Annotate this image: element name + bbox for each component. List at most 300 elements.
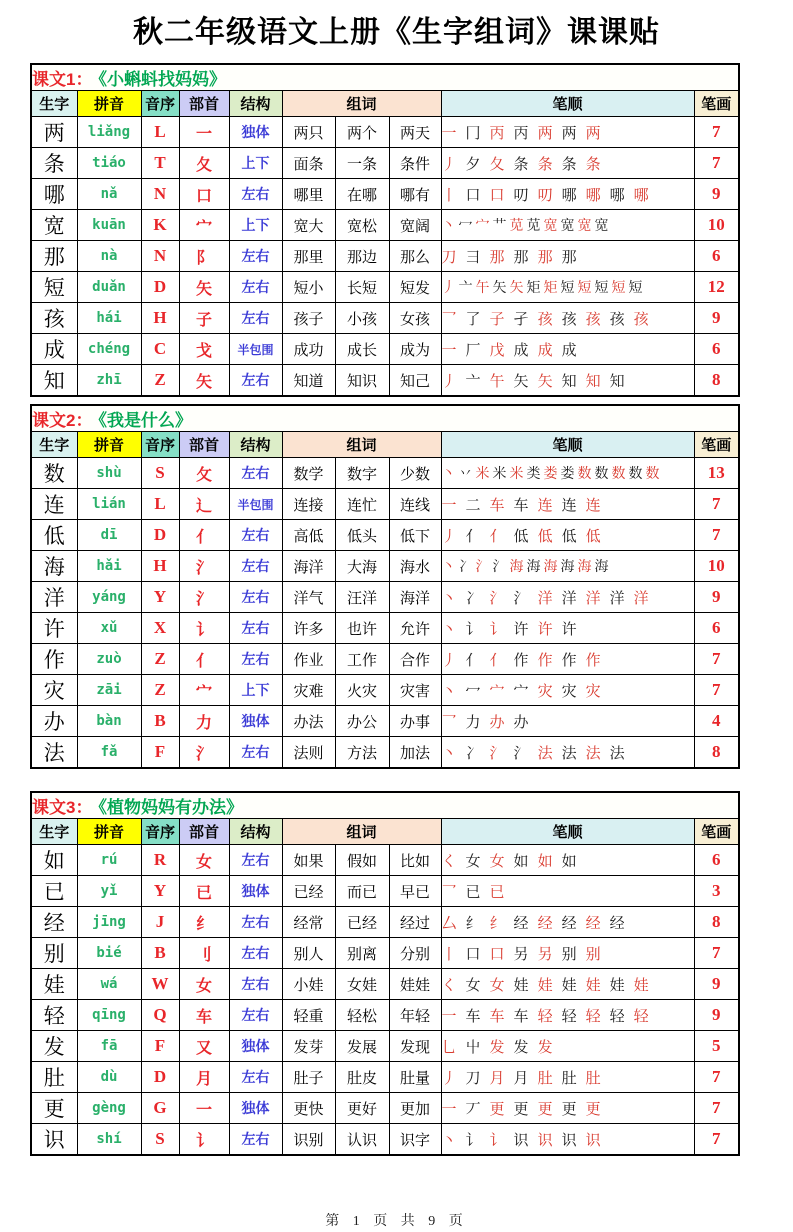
lesson-title-row [31,64,739,91]
stroke-step: 数 [577,466,592,482]
stroke-step: 更 [489,1099,505,1118]
character-cell: 两 [31,117,77,148]
stroke-step: 娃 [513,975,529,994]
column-header-pinyin: 拼音 [77,91,141,117]
stroke-step: 海 [543,559,558,575]
stroke-step: 夂 [489,154,505,173]
stroke-step: 低 [585,526,601,545]
word-cell: 发展 [335,1031,389,1062]
stroke-step: 娃 [537,975,553,994]
word-cell: 方法 [335,737,389,769]
column-header-radical: 部首 [179,432,229,458]
radical-cell: 夂 [179,148,229,179]
stroke-count-cell: 7 [694,117,739,148]
stroke-step: 午 [475,280,490,296]
pinyin-cell: rú [77,845,141,876]
stroke-step: 孩 [537,309,553,328]
word-cell: 连线 [389,489,441,520]
lesson-number-label: 课文1： [32,70,93,89]
stroke-step: 更 [537,1099,553,1118]
stroke-step: 海 [577,559,592,575]
word-cell: 两个 [335,117,389,148]
structure-cell: 上下 [229,675,282,706]
character-cell: 如 [31,845,77,876]
stroke-order-cell [441,272,694,303]
character-cell: 别 [31,938,77,969]
stroke-step: 那 [537,247,553,266]
column-header-char: 生字 [31,91,77,117]
word-cell: 经常 [282,907,335,938]
pinyin-cell: tiáo [77,148,141,179]
stroke-step: 低 [537,526,553,545]
table-row [31,1093,739,1124]
stroke-step: 冫 [458,559,473,575]
stroke-step: 亻 [465,650,481,669]
character-cell: 孩 [31,303,77,334]
stroke-step: 口 [465,185,481,204]
radical-cell: 攵 [179,458,229,489]
table-row [31,117,739,148]
table-row [31,644,739,675]
structure-cell: 左右 [229,907,282,938]
stroke-step: 氵 [513,588,529,607]
stroke-step: 矢 [509,280,524,296]
stroke-step: 戊 [489,340,505,359]
word-cell: 宽大 [282,210,335,241]
stroke-step: 更 [513,1099,529,1118]
pinyin-cell: dī [77,520,141,551]
stroke-step: 知 [561,371,577,390]
word-cell: 肚子 [282,1062,335,1093]
lesson-number-label: 课文3： [32,798,93,817]
stroke-order-cell [441,582,694,613]
lesson-number-label: 课文2： [32,411,93,430]
structure-cell: 左右 [229,969,282,1000]
structure-cell: 左右 [229,938,282,969]
radical-cell: 已 [179,876,229,907]
stroke-count-cell: 13 [694,458,739,489]
word-cell: 知己 [389,365,441,397]
lesson-table [30,63,740,397]
stroke-sequence [442,215,694,235]
stroke-sequence [442,711,694,732]
stroke-order-cell [441,1124,694,1156]
pinyin-cell: bié [77,938,141,969]
word-cell: 短发 [389,272,441,303]
word-cell: 那边 [335,241,389,272]
stroke-step: 类 [526,466,541,482]
stroke-step: 女 [489,851,505,870]
word-cell: 在哪 [335,179,389,210]
word-cell: 灾害 [389,675,441,706]
stroke-order-cell [441,210,694,241]
alphabetic-initial-cell: D [141,520,179,551]
alphabetic-initial-cell: B [141,938,179,969]
word-cell: 海洋 [282,551,335,582]
stroke-step: 经 [513,913,529,932]
table-row [31,907,739,938]
stroke-sequence [442,308,694,329]
stroke-step: 作 [537,650,553,669]
word-cell: 肚皮 [335,1062,389,1093]
table-row [31,1000,739,1031]
alphabetic-initial-cell: Z [141,675,179,706]
word-cell: 海水 [389,551,441,582]
stroke-step: 连 [585,495,601,514]
word-cell: 孩子 [282,303,335,334]
pinyin-cell: liǎng [77,117,141,148]
stroke-step: 两 [561,123,577,142]
stroke-step: 一 [441,495,457,514]
column-header-strokes: 笔顺 [441,432,694,458]
pinyin-cell: shù [77,458,141,489]
structure-cell: 左右 [229,644,282,675]
character-cell: 洋 [31,582,77,613]
character-cell: 更 [31,1093,77,1124]
word-cell: 允许 [389,613,441,644]
pinyin-cell: jīng [77,907,141,938]
stroke-step: 那 [489,247,505,266]
word-cell: 已经 [282,876,335,907]
character-cell: 条 [31,148,77,179]
alphabetic-initial-cell: F [141,737,179,769]
pinyin-cell: zuò [77,644,141,675]
stroke-step: 丆 [465,1099,481,1118]
stroke-step: 轻 [585,1006,601,1025]
stroke-sequence [442,556,694,576]
stroke-count-cell: 9 [694,1000,739,1031]
stroke-count-cell: 4 [694,706,739,737]
table-row [31,241,739,272]
stroke-order-cell [441,845,694,876]
stroke-step: 车 [489,1006,505,1025]
stroke-step: 识 [561,1130,577,1149]
stroke-step: 知 [609,371,625,390]
stroke-step: 更 [561,1099,577,1118]
stroke-step: 娃 [585,975,601,994]
radical-cell: 讠 [179,613,229,644]
word-cell: 轻重 [282,1000,335,1031]
stroke-order-cell [441,148,694,179]
stroke-step: 乚 [441,1037,457,1056]
word-cell: 许多 [282,613,335,644]
page-footer: 第 1 页 共 9 页 [325,1214,468,1229]
column-header-words: 组词 [282,819,441,845]
radical-cell: 亻 [179,520,229,551]
stroke-step: 娃 [633,975,649,994]
word-cell: 合作 [389,644,441,675]
stroke-step: 作 [513,650,529,669]
stroke-count-cell: 10 [694,210,739,241]
word-cell: 女娃 [335,969,389,1000]
word-cell: 假如 [335,845,389,876]
stroke-step: 经 [561,913,577,932]
stroke-step: 短 [594,280,609,296]
stroke-step: 海 [594,559,609,575]
stroke-step: 办 [489,712,505,731]
word-cell: 而已 [335,876,389,907]
stroke-step: 成 [561,340,577,359]
stroke-order-cell [441,613,694,644]
word-cell: 知道 [282,365,335,397]
stroke-count-cell: 5 [694,1031,739,1062]
table-row [31,845,739,876]
stroke-step: 轻 [537,1006,553,1025]
stroke-step: 氵 [513,743,529,762]
stroke-sequence [442,1005,694,1026]
stroke-step: 宀 [513,681,529,700]
stroke-step: 子 [489,309,505,328]
pinyin-cell: yáng [77,582,141,613]
word-cell: 别人 [282,938,335,969]
character-cell: 已 [31,876,77,907]
stroke-step: 车 [513,495,529,514]
character-cell: 海 [31,551,77,582]
character-cell: 许 [31,613,77,644]
stroke-step: 矩 [543,280,558,296]
table-row [31,1062,739,1093]
stroke-step: 丶 [441,681,457,700]
word-cell: 那么 [389,241,441,272]
stroke-step: 识 [585,1130,601,1149]
word-cell: 办法 [282,706,335,737]
stroke-step: く [441,851,457,870]
character-cell: 办 [31,706,77,737]
word-cell: 成为 [389,334,441,365]
stroke-step: 条 [537,154,553,173]
alphabetic-initial-cell: Q [141,1000,179,1031]
word-cell: 发芽 [282,1031,335,1062]
stroke-order-cell [441,737,694,769]
lesson-table [30,404,740,769]
word-cell: 法则 [282,737,335,769]
structure-cell: 上下 [229,210,282,241]
stroke-step: 许 [561,619,577,638]
stroke-step: 叨 [537,185,553,204]
character-cell: 肚 [31,1062,77,1093]
stroke-step: 车 [489,495,505,514]
stroke-step: 海 [509,559,524,575]
stroke-count-cell: 7 [694,489,739,520]
word-cell: 更快 [282,1093,335,1124]
stroke-step: 已 [489,882,505,901]
word-cell: 数学 [282,458,335,489]
word-cell: 两天 [389,117,441,148]
radical-cell: 宀 [179,675,229,706]
character-cell: 低 [31,520,77,551]
stroke-step: 识 [513,1130,529,1149]
stroke-step: 短 [611,280,626,296]
lesson-tables [0,63,793,1156]
stroke-count-cell: 10 [694,551,739,582]
stroke-order-cell [441,969,694,1000]
structure-cell: 左右 [229,1124,282,1156]
stroke-step: 数 [611,466,626,482]
stroke-step: 许 [537,619,553,638]
stroke-step: 连 [561,495,577,514]
stroke-step: 乛 [441,309,457,328]
column-header-initial: 音序 [141,819,179,845]
stroke-sequence [442,742,694,763]
radical-cell: 纟 [179,907,229,938]
stroke-step: 矢 [513,371,529,390]
word-cell: 灾难 [282,675,335,706]
word-cell: 已经 [335,907,389,938]
pinyin-cell: yǐ [77,876,141,907]
stroke-order-cell [441,706,694,737]
lesson-title-cell [31,64,739,91]
stroke-step: 轻 [561,1006,577,1025]
stroke-step: 已 [465,882,481,901]
stroke-step: 孩 [609,309,625,328]
stroke-step: 丨 [441,944,457,963]
stroke-count-cell: 7 [694,644,739,675]
stroke-step: 灾 [585,681,601,700]
stroke-step: 宽 [594,218,609,234]
structure-cell: 左右 [229,179,282,210]
alphabetic-initial-cell: D [141,1062,179,1093]
radical-cell: 刂 [179,938,229,969]
stroke-step: 作 [585,650,601,669]
stroke-step: 冖 [465,681,481,700]
word-cell: 工作 [335,644,389,675]
stroke-step: 屮 [465,1037,481,1056]
table-row [31,210,739,241]
stroke-count-cell: 8 [694,907,739,938]
structure-cell: 半包围 [229,334,282,365]
stroke-count-cell: 9 [694,303,739,334]
stroke-step: 米 [509,466,524,482]
column-header-initial: 音序 [141,91,179,117]
stroke-step: 丶 [441,1130,457,1149]
structure-cell: 左右 [229,1062,282,1093]
structure-cell: 左右 [229,737,282,769]
stroke-step: 亠 [465,371,481,390]
word-cell: 女孩 [389,303,441,334]
stroke-step: 孩 [561,309,577,328]
stroke-step: 叨 [513,185,529,204]
stroke-order-cell [441,1031,694,1062]
stroke-step: 了 [465,309,481,328]
stroke-step: 娃 [561,975,577,994]
alphabetic-initial-cell: X [141,613,179,644]
stroke-sequence [442,618,694,639]
stroke-step: 亻 [489,526,505,545]
structure-cell: 独体 [229,876,282,907]
stroke-order-cell [441,1000,694,1031]
stroke-step: 娄 [560,466,575,482]
stroke-count-cell: 6 [694,613,739,644]
alphabetic-initial-cell: S [141,1124,179,1156]
stroke-order-cell [441,1062,694,1093]
stroke-step: 讠 [465,619,481,638]
stroke-count-cell: 9 [694,969,739,1000]
stroke-step: 讠 [489,619,505,638]
stroke-count-cell: 7 [694,148,739,179]
stroke-step: 知 [585,371,601,390]
word-cell: 数字 [335,458,389,489]
stroke-step: 数 [594,466,609,482]
stroke-step: 口 [465,944,481,963]
stroke-count-cell: 6 [694,334,739,365]
table-row [31,737,739,769]
word-cell: 知识 [335,365,389,397]
stroke-sequence [442,525,694,546]
pinyin-cell: wá [77,969,141,1000]
stroke-order-cell [441,876,694,907]
radical-cell: 亻 [179,644,229,675]
character-cell: 那 [31,241,77,272]
word-cell: 识别 [282,1124,335,1156]
stroke-step: 经 [585,913,601,932]
stroke-order-cell [441,907,694,938]
radical-cell: 力 [179,706,229,737]
structure-cell: 独体 [229,1093,282,1124]
lesson-title-cell [31,405,739,432]
table-row [31,1124,739,1156]
structure-cell: 上下 [229,148,282,179]
structure-cell: 左右 [229,303,282,334]
stroke-step: 法 [561,743,577,762]
alphabetic-initial-cell: Y [141,876,179,907]
table-row [31,272,739,303]
stroke-step: 数 [645,466,660,482]
stroke-step: 短 [628,280,643,296]
lesson-table [30,791,740,1156]
stroke-step: 经 [537,913,553,932]
stroke-order-cell [441,938,694,969]
character-cell: 宽 [31,210,77,241]
pinyin-cell: hái [77,303,141,334]
stroke-step: 矢 [537,371,553,390]
stroke-step: 孑 [513,309,529,328]
lesson-title-row [31,792,739,819]
stroke-step: 孩 [633,309,649,328]
radical-cell: 月 [179,1062,229,1093]
word-cell: 低头 [335,520,389,551]
stroke-step: 成 [513,340,529,359]
pinyin-cell: qīng [77,1000,141,1031]
pinyin-cell: shí [77,1124,141,1156]
stroke-order-cell [441,489,694,520]
stroke-step: 海 [526,559,541,575]
stroke-step: 条 [561,154,577,173]
stroke-count-cell: 3 [694,876,739,907]
stroke-count-cell: 7 [694,1062,739,1093]
stroke-count-cell: 6 [694,241,739,272]
character-cell: 轻 [31,1000,77,1031]
stroke-step: 女 [489,975,505,994]
stroke-step: 苋 [526,218,541,234]
word-cell: 大海 [335,551,389,582]
stroke-step: 丿 [441,1068,457,1087]
stroke-step: 厂 [465,340,481,359]
stroke-sequence [442,974,694,995]
word-cell: 宽阔 [389,210,441,241]
radical-cell: 辶 [179,489,229,520]
stroke-sequence [442,494,694,515]
radical-cell: 宀 [179,210,229,241]
stroke-count-cell: 7 [694,1093,739,1124]
character-cell: 法 [31,737,77,769]
pinyin-cell: zāi [77,675,141,706]
stroke-step: 另 [513,944,529,963]
stroke-step: 两 [585,123,601,142]
column-header-char: 生字 [31,819,77,845]
stroke-order-cell [441,458,694,489]
word-cell: 小孩 [335,303,389,334]
stroke-step: 哪 [609,185,625,204]
